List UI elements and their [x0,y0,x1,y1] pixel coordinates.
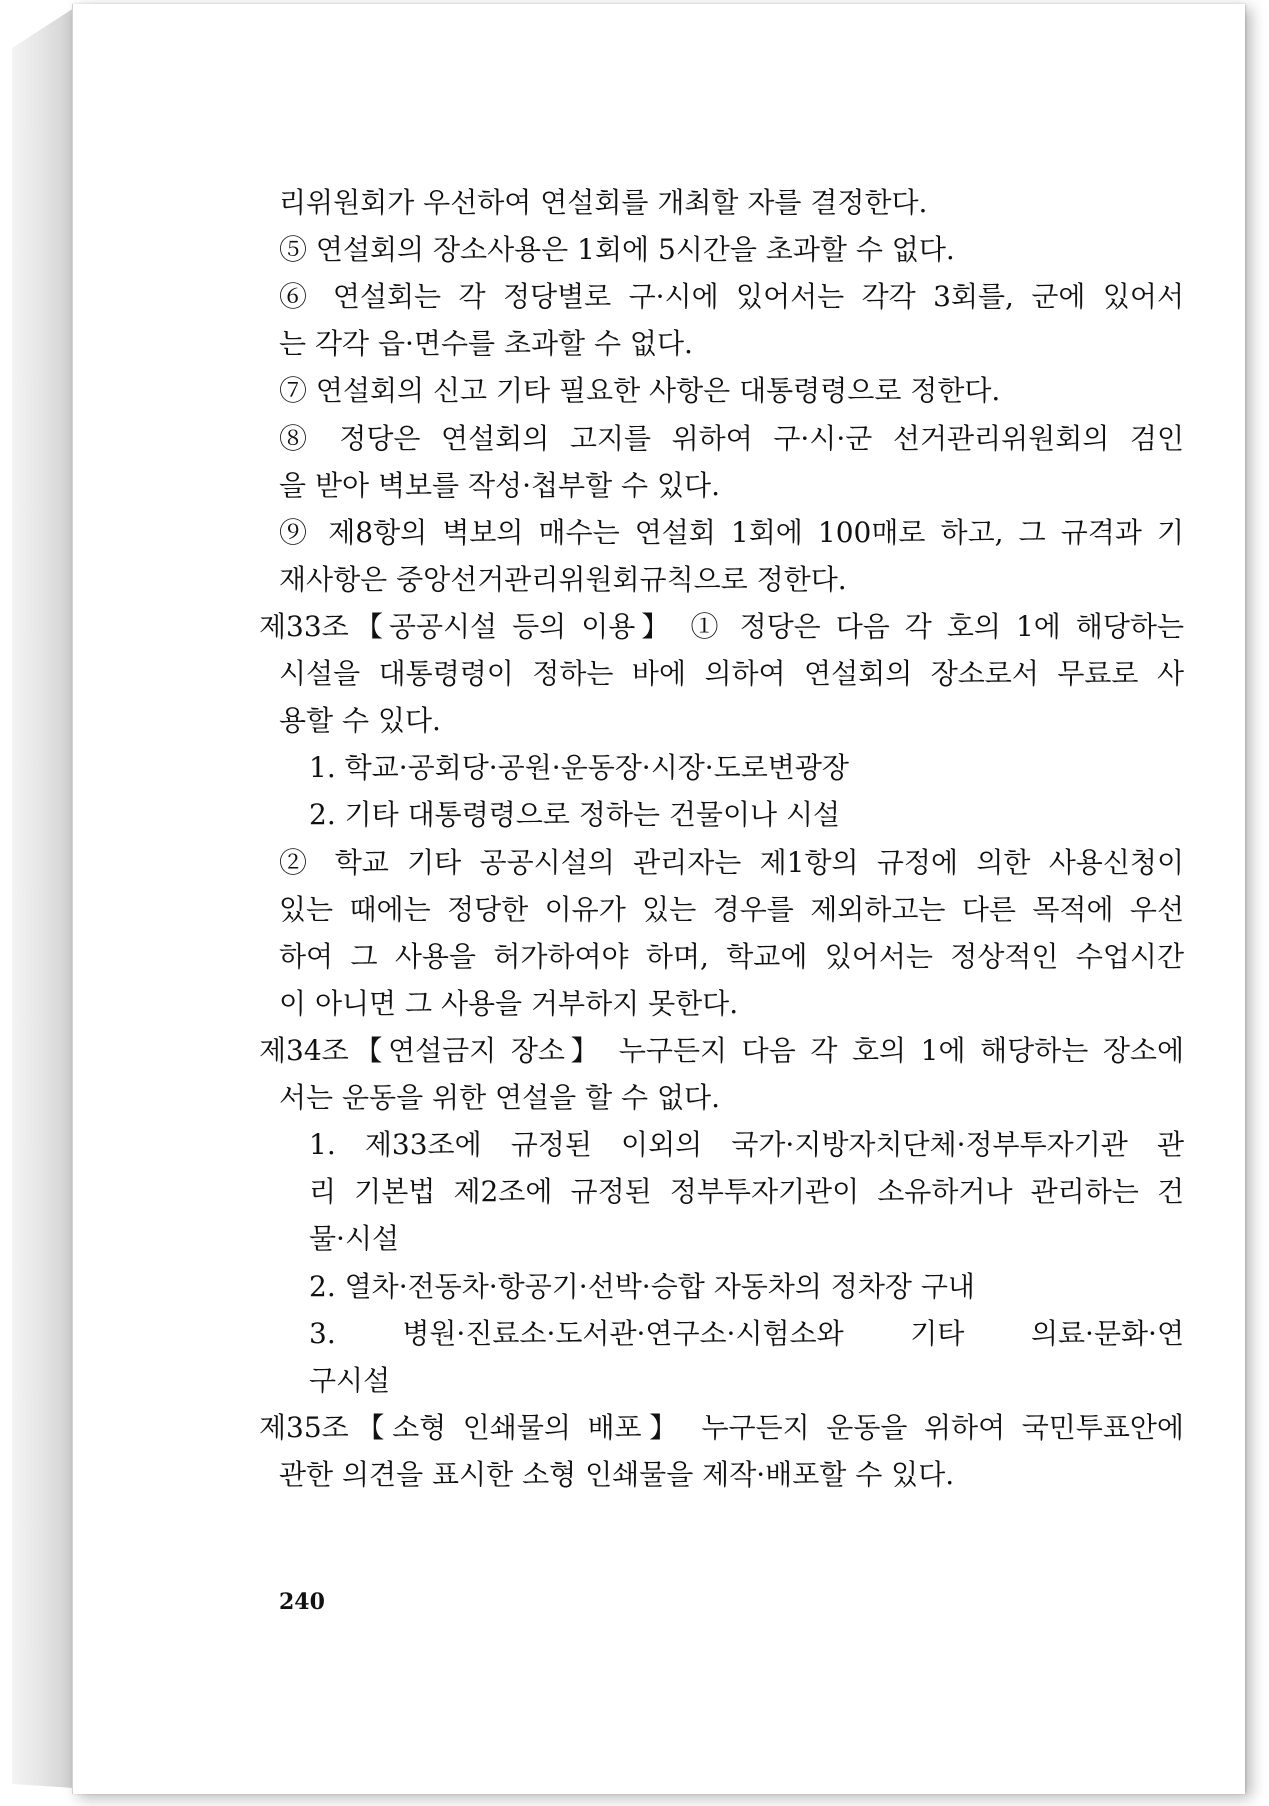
text-line: 하여 그 사용을 허가하여야 하며, 학교에 있어서는 정상적인 수업시간 [279,940,1184,973]
article-heading-33: 제33조【공공시설 등의 이용】 ① 정당은 다음 각 호의 1에 해당하는 [259,610,1184,643]
text-line: 있는 때에는 정당한 이유가 있는 경우를 제외하고는 다른 목적에 우선 [279,893,1184,926]
text-line: ⑤ 연설회의 장소사용은 1회에 5시간을 초과할 수 없다. [279,233,955,266]
text-line: ② 학교 기타 공공시설의 관리자는 제1항의 규정에 의한 사용신청이 [279,846,1184,879]
list-item: 2. 열차·전동차·항공기·선박·승합 자동차의 정차장 구내 [309,1270,975,1303]
text-line: 시설을 대통령령이 정하는 바에 의하여 연설회의 장소로서 무료로 사 [279,657,1184,690]
text-line: 리위원회가 우선하여 연설회를 개최할 자를 결정한다. [279,186,928,219]
text-line: 관한 의견을 표시한 소형 인쇄물을 제작·배포할 수 있다. [279,1458,955,1491]
list-item: 1. 제33조에 규정된 이외의 국가·지방자치단체·정부투자기관 관 [309,1128,1184,1161]
page-number: 240 [279,1589,325,1615]
text-line: 을 받아 벽보를 작성·첩부할 수 있다. [279,469,720,502]
text-line: 이 아니면 그 사용을 거부하지 못한다. [279,987,739,1020]
book-page-edges [12,8,74,1788]
list-item-continuation: 물·시설 [309,1222,400,1255]
article-heading-35: 제35조【소형 인쇄물의 배포】 누구든지 운동을 위하여 국민투표안에 [259,1411,1184,1444]
book-page [72,4,1245,1794]
text-line: ⑧ 정당은 연설회의 고지를 위하여 구·시·군 선거관리위원회의 검인 [279,422,1184,455]
text-line: 용할 수 있다. [279,704,441,737]
list-item-continuation: 구시설 [309,1364,391,1397]
article-heading-34: 제34조【연설금지 장소】 누구든지 다음 각 호의 1에 해당하는 장소에 [259,1034,1184,1067]
list-item: 2. 기타 대통령령으로 정하는 건물이나 시설 [309,798,841,831]
text-line: ⑥ 연설회는 각 정당별로 구·시에 있어서는 각각 3회를, 군에 있어서 [279,280,1184,313]
text-line: 재사항은 중앙선거관리위원회규칙으로 정한다. [279,563,847,596]
list-item-continuation: 리 기본법 제2조에 규정된 정부투자기관이 소유하거나 관리하는 건 [309,1175,1184,1208]
text-line: 는 각각 읍·면수를 초과할 수 없다. [279,327,693,360]
text-line: ⑦ 연설회의 신고 기타 필요한 사항은 대통령령으로 정한다. [279,374,1001,407]
list-item: 3. 병원·진료소·도서관·연구소·시험소와 기타 의료·문화·연 [309,1317,1184,1350]
text-line: 서는 운동을 위한 연설을 할 수 없다. [279,1081,720,1114]
text-line: ⑨ 제8항의 벽보의 매수는 연설회 1회에 100매로 하고, 그 규격과 기 [279,516,1184,549]
list-item: 1. 학교·공회당·공원·운동장·시장·도로변광장 [309,751,849,784]
